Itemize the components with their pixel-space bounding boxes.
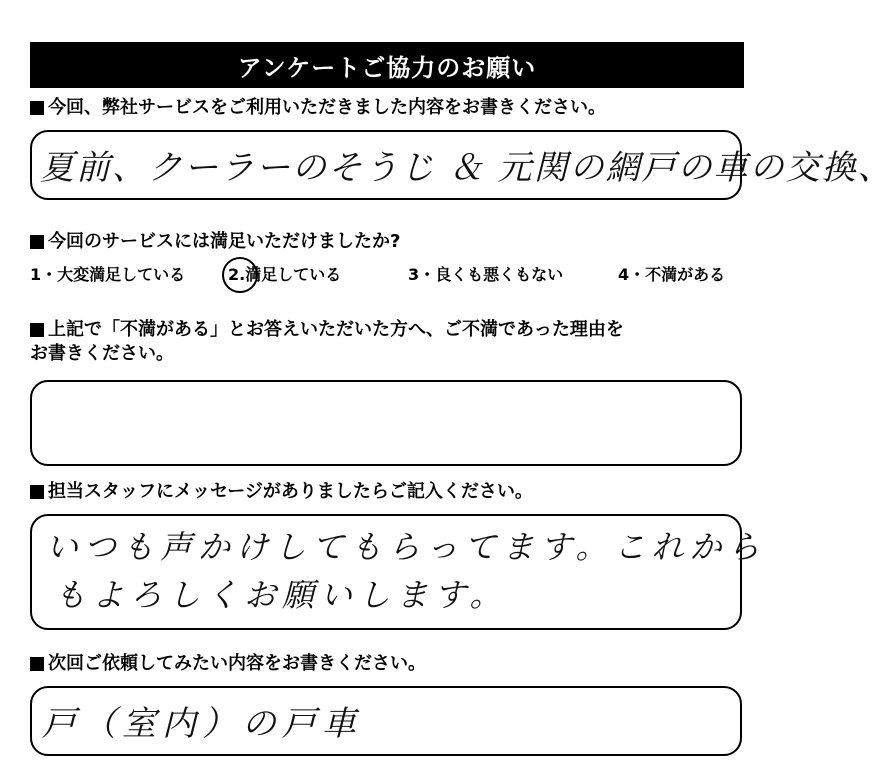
question-3 bbox=[30, 318, 624, 366]
square-bullet-icon bbox=[30, 485, 44, 499]
square-bullet-icon bbox=[30, 323, 44, 337]
satisfaction-options bbox=[30, 262, 744, 288]
answer-box-3[interactable] bbox=[30, 380, 742, 466]
option-2[interactable]: 2.満足している bbox=[228, 265, 342, 284]
question-1-text: 今回、弊社サービスをご利用いただきました内容をお書きください。 bbox=[48, 97, 606, 118]
survey-title: アンケートご協力のお願い bbox=[237, 53, 537, 82]
answer-4-handwriting-line2: もよろしくお願いします。 bbox=[54, 576, 508, 614]
question-4 bbox=[30, 480, 533, 504]
answer-5-handwriting: 戸（室内）の戸車 bbox=[42, 704, 362, 744]
answer-4-handwriting-line1: いつも声かけしてもらってます。これから bbox=[46, 528, 766, 566]
option-1[interactable]: 1・大変満足している bbox=[30, 265, 186, 284]
option-4[interactable]: 4・不満がある bbox=[618, 265, 726, 284]
square-bullet-icon bbox=[30, 101, 44, 115]
answer-box-5[interactable] bbox=[30, 686, 742, 756]
square-bullet-icon bbox=[30, 235, 44, 249]
question-2-text: 今回のサービスには満足いただけましたか? bbox=[48, 231, 401, 252]
option-3[interactable]: 3・良くも悪くもない bbox=[408, 265, 564, 284]
question-5 bbox=[30, 652, 426, 676]
question-3-text-line1: 上記で「不満がある」とお答えいただいた方へ、ご不満であった理由を bbox=[48, 319, 624, 340]
square-bullet-icon bbox=[30, 657, 44, 671]
survey-title-banner bbox=[30, 42, 744, 88]
question-3-text-line2: お書きください。 bbox=[30, 343, 174, 364]
answer-box-1[interactable] bbox=[30, 130, 894, 200]
selected-option-circle-icon bbox=[222, 257, 258, 293]
question-1 bbox=[30, 96, 606, 120]
answer-box-4[interactable] bbox=[30, 514, 766, 630]
answer-1-handwriting: 夏前、クーラーのそうじ ＆ 元関の網戸の車の交換、 bbox=[40, 148, 894, 188]
question-5-text: 次回ご依頼してみたい内容をお書きください。 bbox=[48, 653, 426, 674]
question-2 bbox=[30, 230, 400, 254]
question-4-text: 担当スタッフにメッセージがありましたらご記入ください。 bbox=[48, 481, 533, 502]
